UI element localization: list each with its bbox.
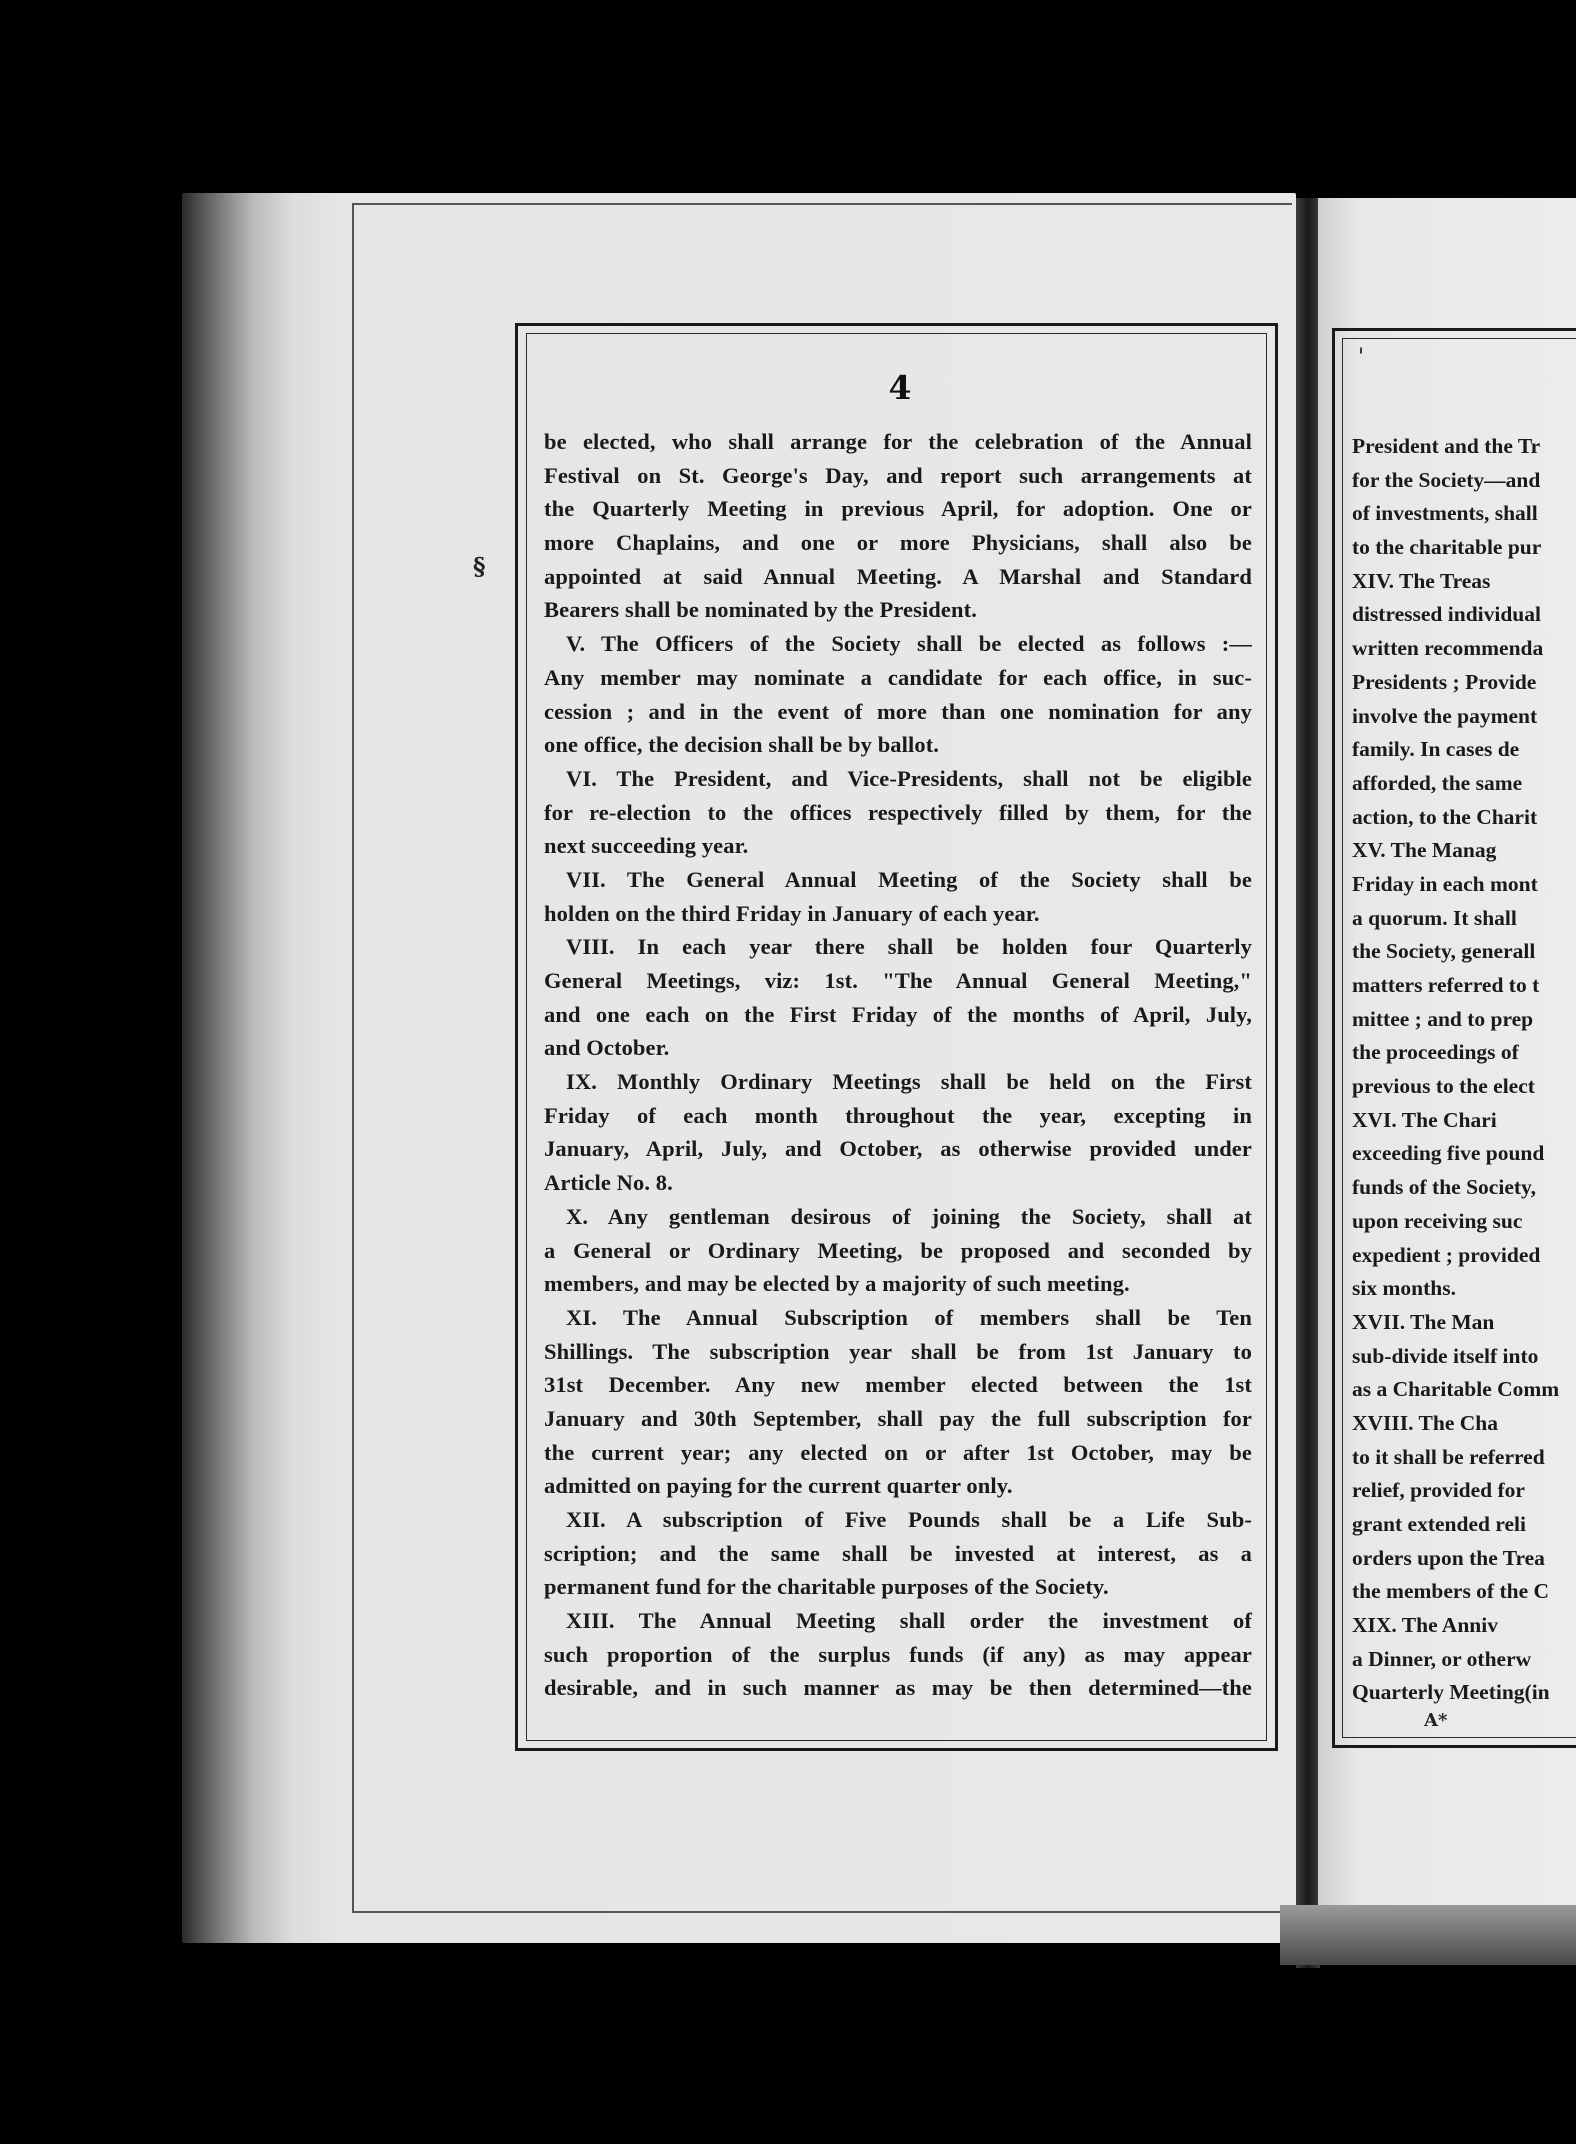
- text-line: 31st December. Any new member elected between the 1st: [544, 1372, 1252, 1398]
- page-bottom-edge: [1280, 1905, 1576, 1965]
- text-line: XI. The Annual Subscription of members shall be Ten: [566, 1304, 1252, 1330]
- margin-mark: §: [473, 552, 486, 581]
- right-text-line: afforded, the same: [1352, 770, 1523, 795]
- right-text-line: a quorum. It shall: [1352, 905, 1517, 930]
- text-line: Shillings. The subscription year shall be from 1st January to: [544, 1338, 1252, 1364]
- right-text-line: sub-divide itself into: [1352, 1343, 1539, 1368]
- text-line: VII. The General Annual Meeting of the Society shall be: [566, 866, 1252, 892]
- right-text-line: action, to the Charit: [1352, 804, 1538, 829]
- right-text-line: XVII. The Man: [1352, 1309, 1495, 1334]
- text-line: Friday of each month throughout the year, excepting in: [544, 1102, 1252, 1128]
- right-text-line: the Society, generall: [1352, 939, 1536, 964]
- right-text-line: orders upon the Trea: [1352, 1545, 1545, 1570]
- right-text-line: XVI. The Chari: [1352, 1107, 1497, 1132]
- right-text-line: a Dinner, or otherw: [1352, 1646, 1532, 1671]
- text-line: the current year; any elected on or after 1st October, may be: [544, 1439, 1252, 1465]
- right-text-line: grant extended reli: [1352, 1512, 1526, 1536]
- right-text-line: for the Society—and: [1352, 467, 1541, 492]
- right-text-line: distressed individual: [1352, 602, 1541, 627]
- text-line: Any member may nominate a candidate for each office, in suc-: [544, 664, 1252, 690]
- right-text-line: mittee ; and to prep: [1352, 1006, 1534, 1031]
- text-line: one office, the decision shall be by ballot.: [544, 732, 940, 758]
- right-text-line: previous to the elect: [1352, 1074, 1535, 1099]
- book-gutter: [1296, 198, 1320, 1968]
- text-line: VI. The President, and Vice-Presidents, shall not be eligible: [566, 765, 1252, 791]
- right-text-line: XIX. The Anniv: [1352, 1613, 1498, 1638]
- text-line: next succeeding year.: [544, 833, 749, 859]
- text-line: cession ; and in the event of more than one nomination for any: [544, 698, 1252, 724]
- text-line: the Quarterly Meeting in previous April, for adoption. One or: [544, 496, 1252, 522]
- right-text-line: relief, provided for: [1352, 1478, 1525, 1503]
- text-line: holden on the third Friday in January of each year.: [544, 900, 1040, 926]
- text-line: Bearers shall be nominated by the President.: [544, 597, 977, 623]
- text-line: desirable, and in such manner as may be then determined—the: [544, 1675, 1252, 1701]
- signature-mark: A*: [1424, 1710, 1448, 1731]
- right-text-line: XV. The Manag: [1352, 838, 1497, 863]
- text-line: XII. A subscription of Five Pounds shall be a Life Sub-: [566, 1507, 1252, 1532]
- text-line: members, and may be elected by a majority of such meeting.: [544, 1271, 1130, 1297]
- text-line: XIII. The Annual Meeting shall order the investment of: [566, 1608, 1252, 1634]
- text-line: scription; and the same shall be invested at interest, as a: [544, 1540, 1252, 1566]
- right-text-line: as a Charitable Comm: [1352, 1377, 1560, 1402]
- right-text-line: involve the payment: [1352, 703, 1538, 728]
- right-text-line: matters referred to t: [1352, 973, 1540, 997]
- right-text-line: of investments, shall: [1352, 501, 1538, 526]
- right-text-line: to it shall be referred: [1352, 1444, 1545, 1469]
- text-line: and one each on the First Friday of the months of April, July,: [544, 1001, 1252, 1027]
- right-text-line: upon receiving suc: [1352, 1208, 1523, 1233]
- right-page-tick: ': [1358, 345, 1365, 370]
- text-line: admitted on paying for the current quarter only.: [544, 1473, 1013, 1499]
- text-line: such proportion of the surplus funds (if any) as may appear: [544, 1641, 1252, 1667]
- text-line: and October.: [544, 1035, 670, 1061]
- right-text-line: XVIII. The Cha: [1352, 1410, 1498, 1435]
- text-line: for re-election to the offices respectively filled by them, for the: [544, 799, 1252, 825]
- text-line: X. Any gentleman desirous of joining the Society, shall at: [566, 1203, 1252, 1229]
- right-text-line: six months.: [1352, 1276, 1456, 1301]
- text-line: VIII. In each year there shall be holden four Quarterly: [566, 934, 1252, 960]
- right-text-line: Presidents ; Provide: [1352, 669, 1537, 694]
- right-text-line: expedient ; provided: [1352, 1242, 1541, 1267]
- text-line: Article No. 8.: [544, 1170, 673, 1196]
- text-line: January and 30th September, shall pay the full subscription for: [544, 1405, 1252, 1431]
- right-text-line: to the charitable pur: [1352, 535, 1542, 560]
- page-number: 4: [888, 368, 912, 407]
- left-page-text: [544, 425, 1252, 1705]
- text-line: V. The Officers of the Society shall be elected as follows :—: [566, 631, 1252, 657]
- right-text-line: written recommenda: [1352, 636, 1544, 661]
- text-line: be elected, who shall arrange for the celebration of the Annual: [544, 429, 1252, 454]
- text-line: more Chaplains, and one or more Physicians, shall also be: [544, 530, 1252, 556]
- text-line: IX. Monthly Ordinary Meetings shall be held on the First: [566, 1069, 1252, 1095]
- text-line: permanent fund for the charitable purposes of the Society.: [544, 1574, 1109, 1600]
- right-text-line: the members of the C: [1352, 1579, 1550, 1604]
- right-text-line: family. In cases de: [1352, 737, 1520, 762]
- right-text-line: President and the Tr: [1352, 434, 1541, 458]
- text-line: appointed at said Annual Meeting. A Marshal and Standard: [544, 563, 1252, 589]
- right-text-line: Friday in each mont: [1352, 871, 1538, 896]
- text-line: General Meetings, viz: 1st. "The Annual General Meeting,": [544, 968, 1252, 993]
- right-text-line: exceeding five pound: [1352, 1141, 1545, 1166]
- right-page-text: [1352, 430, 1576, 1710]
- right-text-line: the proceedings of: [1352, 1040, 1519, 1065]
- right-text-line: Quarterly Meeting(in: [1352, 1680, 1550, 1705]
- right-text-line: funds of the Society,: [1352, 1175, 1536, 1200]
- right-text-line: XIV. The Treas: [1352, 568, 1491, 593]
- text-line: a General or Ordinary Meeting, be proposed and seconded by: [544, 1237, 1252, 1263]
- text-line: Festival on St. George's Day, and report such arrangements at: [544, 462, 1252, 488]
- text-line: January, April, July, and October, as otherwise provided under: [544, 1136, 1252, 1162]
